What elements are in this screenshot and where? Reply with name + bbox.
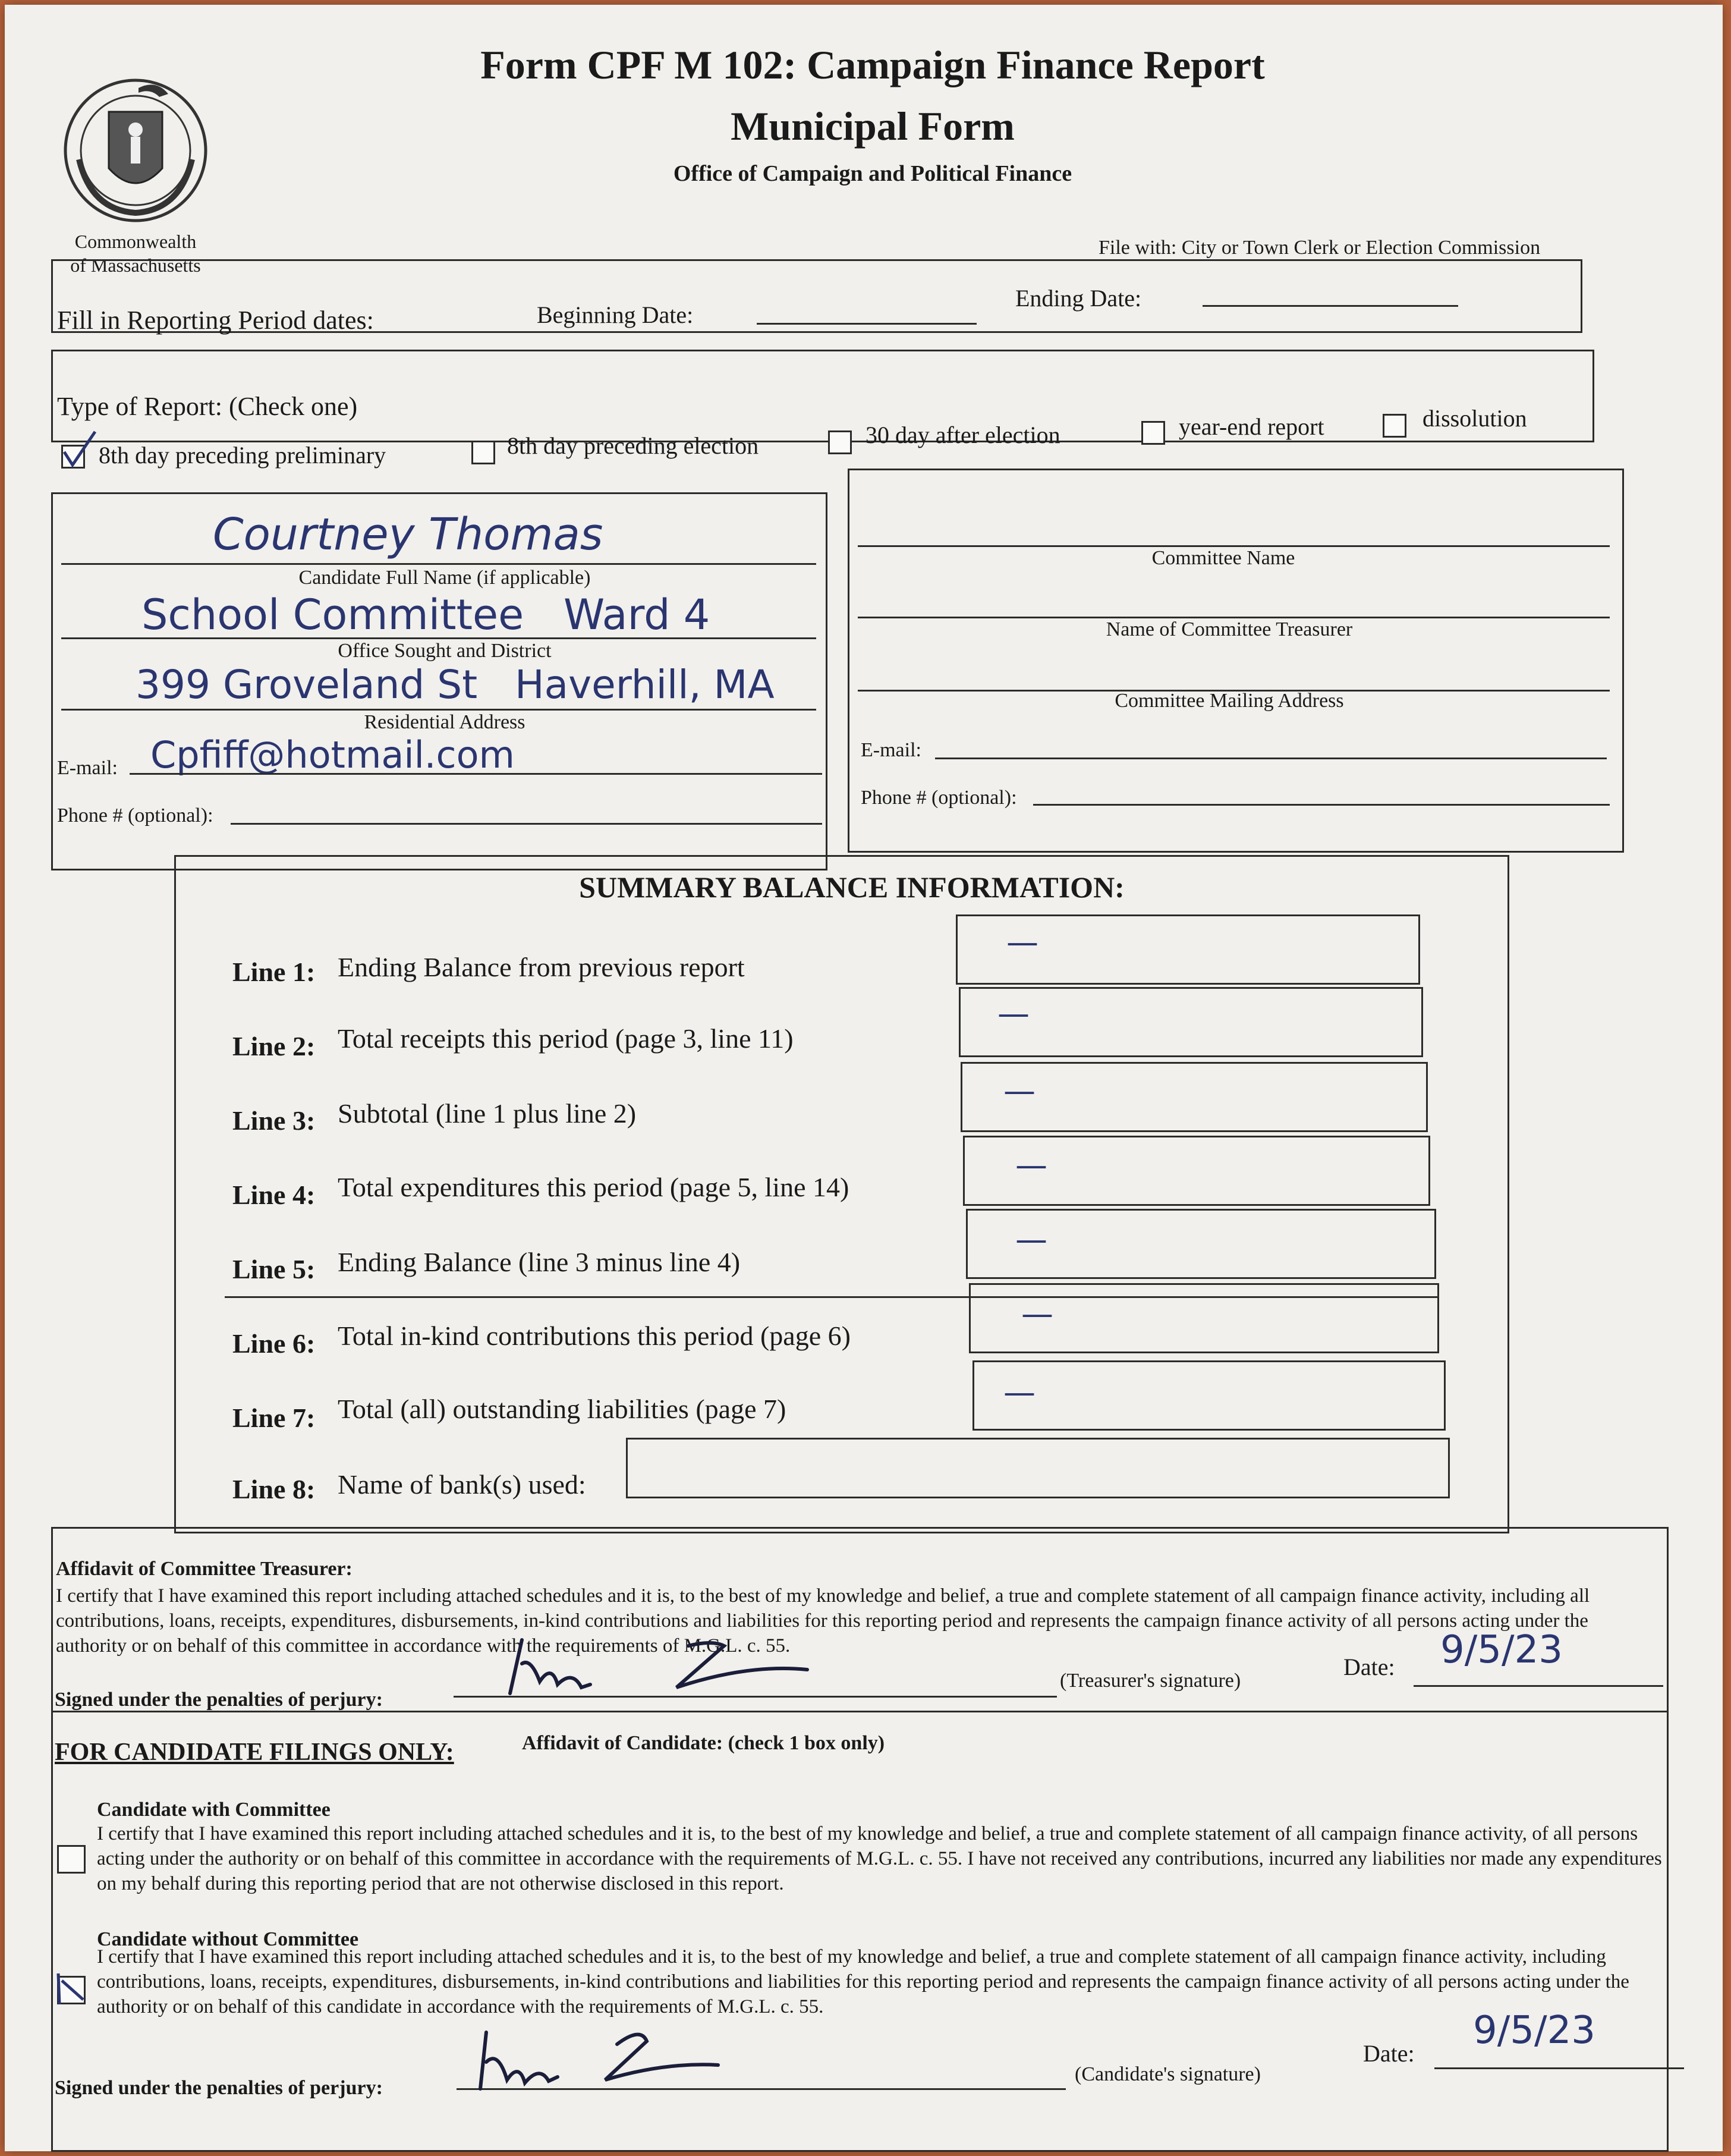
office-sought-value[interactable]: School Committee Ward 4 [141,590,710,639]
option-30-day-after: 30 day after election [866,422,1060,448]
residential-address-label: Residential Address [364,711,525,733]
with-committee-title: Candidate with Committee [97,1799,331,1821]
line-7-text: Total (all) outstanding liabilities (page 7) [338,1394,786,1424]
checkbox-8th-day-election[interactable] [471,441,495,464]
massachusetts-seal-icon [55,70,216,231]
line-2-value: — [997,995,1030,1032]
line-6-value: — [1021,1295,1053,1332]
treasurer-signature-caption: (Treasurer's signature) [1060,1670,1241,1692]
treasurer-affidavit-heading: Affidavit of Committee Treasurer: [56,1558,353,1580]
line-7-value: — [1003,1374,1036,1411]
line-8-number: Line 8: [232,1474,316,1504]
candidate-phone-label: Phone # (optional): [57,804,213,826]
line-2-number: Line 2: [232,1031,316,1061]
treasurer-name-label: Name of Committee Treasurer [1106,618,1353,640]
candidate-signature-icon [468,2014,742,2098]
checkbox-dissolution[interactable] [1383,414,1406,438]
candidate-email-value[interactable]: Cpfiff@hotmail.com [150,733,515,777]
line-1-text: Ending Balance from previous report [338,952,745,982]
candidate-name-label: Candidate Full Name (if applicable) [298,567,591,589]
summary-heading: SUMMARY BALANCE INFORMATION: [579,870,1125,904]
form-subtitle: Municipal Form [731,103,1015,149]
option-8th-day-preliminary: 8th day preceding preliminary [99,442,386,469]
candidate-filings-heading: FOR CANDIDATE FILINGS ONLY: [55,1739,454,1766]
line-8-text: Name of bank(s) used: [338,1469,586,1500]
committee-address-label: Committee Mailing Address [1115,690,1344,712]
line-3-value: — [1003,1072,1036,1110]
candidate-name-value[interactable]: Courtney Thomas [213,509,603,560]
seal-caption-2: of Massachusetts [70,254,201,276]
treasurer-date-value[interactable]: 9/5/23 [1440,1628,1563,1672]
line-6-text: Total in-kind contributions this period (page 6) [338,1321,851,1351]
candidate-email-line [130,771,822,775]
residential-address-value[interactable]: 399 Groveland St Haverhill, MA [136,662,775,708]
line-2-text: Total receipts this period (page 3, line 11) [338,1023,794,1054]
option-dissolution: dissolution [1422,405,1527,432]
line-5-text: Ending Balance (line 3 minus line 4) [338,1247,741,1277]
committee-phone-field[interactable] [1033,802,1610,806]
beginning-date-field[interactable] [757,317,977,325]
treasurer-date-line [1414,1683,1663,1687]
with-committee-text: I certify that I have examined this report including attached schedules and it is, to the best of my knowledge and belief, a true and complete statement of all campaign finance activity, of all persons acting under the authority or on behalf of this committee in accordance with the requirements of M.G.L. c. 55. I have not received any contributions, incurred any liabilities nor made any expenditures on my behalf during this reporting period that are not otherwise disclosed in this report. [97,1823,1662,1894]
line-5-number: Line 5: [232,1254,316,1284]
ending-date-field[interactable] [1203,299,1458,307]
candidate-signed-label: Signed under the penalties of perjury: [55,2077,383,2099]
line-3-text: Subtotal (line 1 plus line 2) [338,1098,637,1129]
treasurer-signature-icon [498,1628,831,1705]
file-with-note: File with: City or Town Clerk or Election Commission [1099,237,1541,259]
x-mark-icon [53,1970,89,2007]
checkmark-icon [59,428,101,470]
without-committee-title: Candidate without Committee [97,1928,359,1950]
form-sheet [5,5,1723,2151]
treasurer-affidavit-text: I certify that I have examined this report including attached schedules and it is, to the best of my knowledge and belief, a true and complete statement of all campaign finance activity, including all contributions, loans, receipts, expenditures, disbursements, in-kind contributions and liabilities for this reporting period and represents the campaign finance activity of all persons acting under the authority or on behalf of this committee in accordance with the requirements of M.G.L. c. 55. [56,1585,1590,1657]
option-8th-day-election: 8th day preceding election [507,432,759,459]
line-5-value: — [1015,1221,1047,1258]
committee-name-line [858,543,1610,547]
treasurer-name-line [858,614,1610,618]
line-4-number: Line 4: [232,1180,316,1210]
candidate-phone-field[interactable] [231,821,822,825]
without-committee-text: I certify that I have examined this report including attached schedules and it is, to the best of my knowledge and belief, a true and complete statement of all campaign finance activity, including contributions, loans, receipts, expenditures, disbursements, in-kind contributions and liabilities for this reporting period and represents the campaign finance activity of all persons acting under the authority or on behalf of this candidate in accordance with the requirements of M.G.L. c. 55. [97,1946,1629,2017]
ending-date-label: Ending Date: [1015,285,1142,312]
reporting-period-label: Fill in Reporting Period dates: [57,306,374,335]
line-7-number: Line 7: [232,1403,316,1433]
committee-email-field[interactable] [935,755,1607,759]
office-sought-label: Office Sought and District [338,640,552,662]
affidavit-divider [51,1708,1667,1712]
line-1-number: Line 1: [232,957,316,987]
line-3-number: Line 3: [232,1105,316,1136]
checkbox-candidate-with-committee[interactable] [57,1845,86,1874]
candidate-affidavit-subheading: Affidavit of Candidate: (check 1 box only) [522,1732,885,1754]
seal-caption-1: Commonwealth [74,231,197,252]
line-4-value: — [1015,1146,1047,1184]
line-6-number: Line 6: [232,1328,316,1359]
residential-address-line [61,706,816,711]
treasurer-signed-label: Signed under the penalties of perjury: [55,1689,383,1711]
candidate-date-value[interactable]: 9/5/23 [1473,2009,1595,2053]
checkbox-year-end[interactable] [1141,421,1165,445]
committee-phone-label: Phone # (optional): [861,787,1017,809]
office-sought-line [61,635,816,639]
candidate-date-line [1434,2065,1684,2069]
treasurer-date-label: Date: [1343,1654,1395,1680]
line-4-text: Total expenditures this period (page 5, line 14) [338,1172,849,1202]
line-1-value: — [1006,923,1038,961]
report-type-label: Type of Report: (Check one) [57,392,358,421]
form-title: Form CPF M 102: Campaign Finance Report [480,42,1265,87]
office-name: Office of Campaign and Political Finance [673,161,1072,186]
candidate-signature-caption: (Candidate's signature) [1075,2063,1261,2085]
candidate-date-label: Date: [1363,2040,1415,2067]
beginning-date-label: Beginning Date: [537,301,694,328]
bank-name-field[interactable] [626,1438,1450,1498]
committee-name-label: Committee Name [1151,547,1295,569]
option-year-end: year-end report [1179,413,1324,440]
committee-email-label: E-mail: [861,739,921,761]
checkbox-30-day-after[interactable] [828,430,852,454]
candidate-name-line [61,561,816,565]
candidate-email-label: E-mail: [57,757,118,779]
